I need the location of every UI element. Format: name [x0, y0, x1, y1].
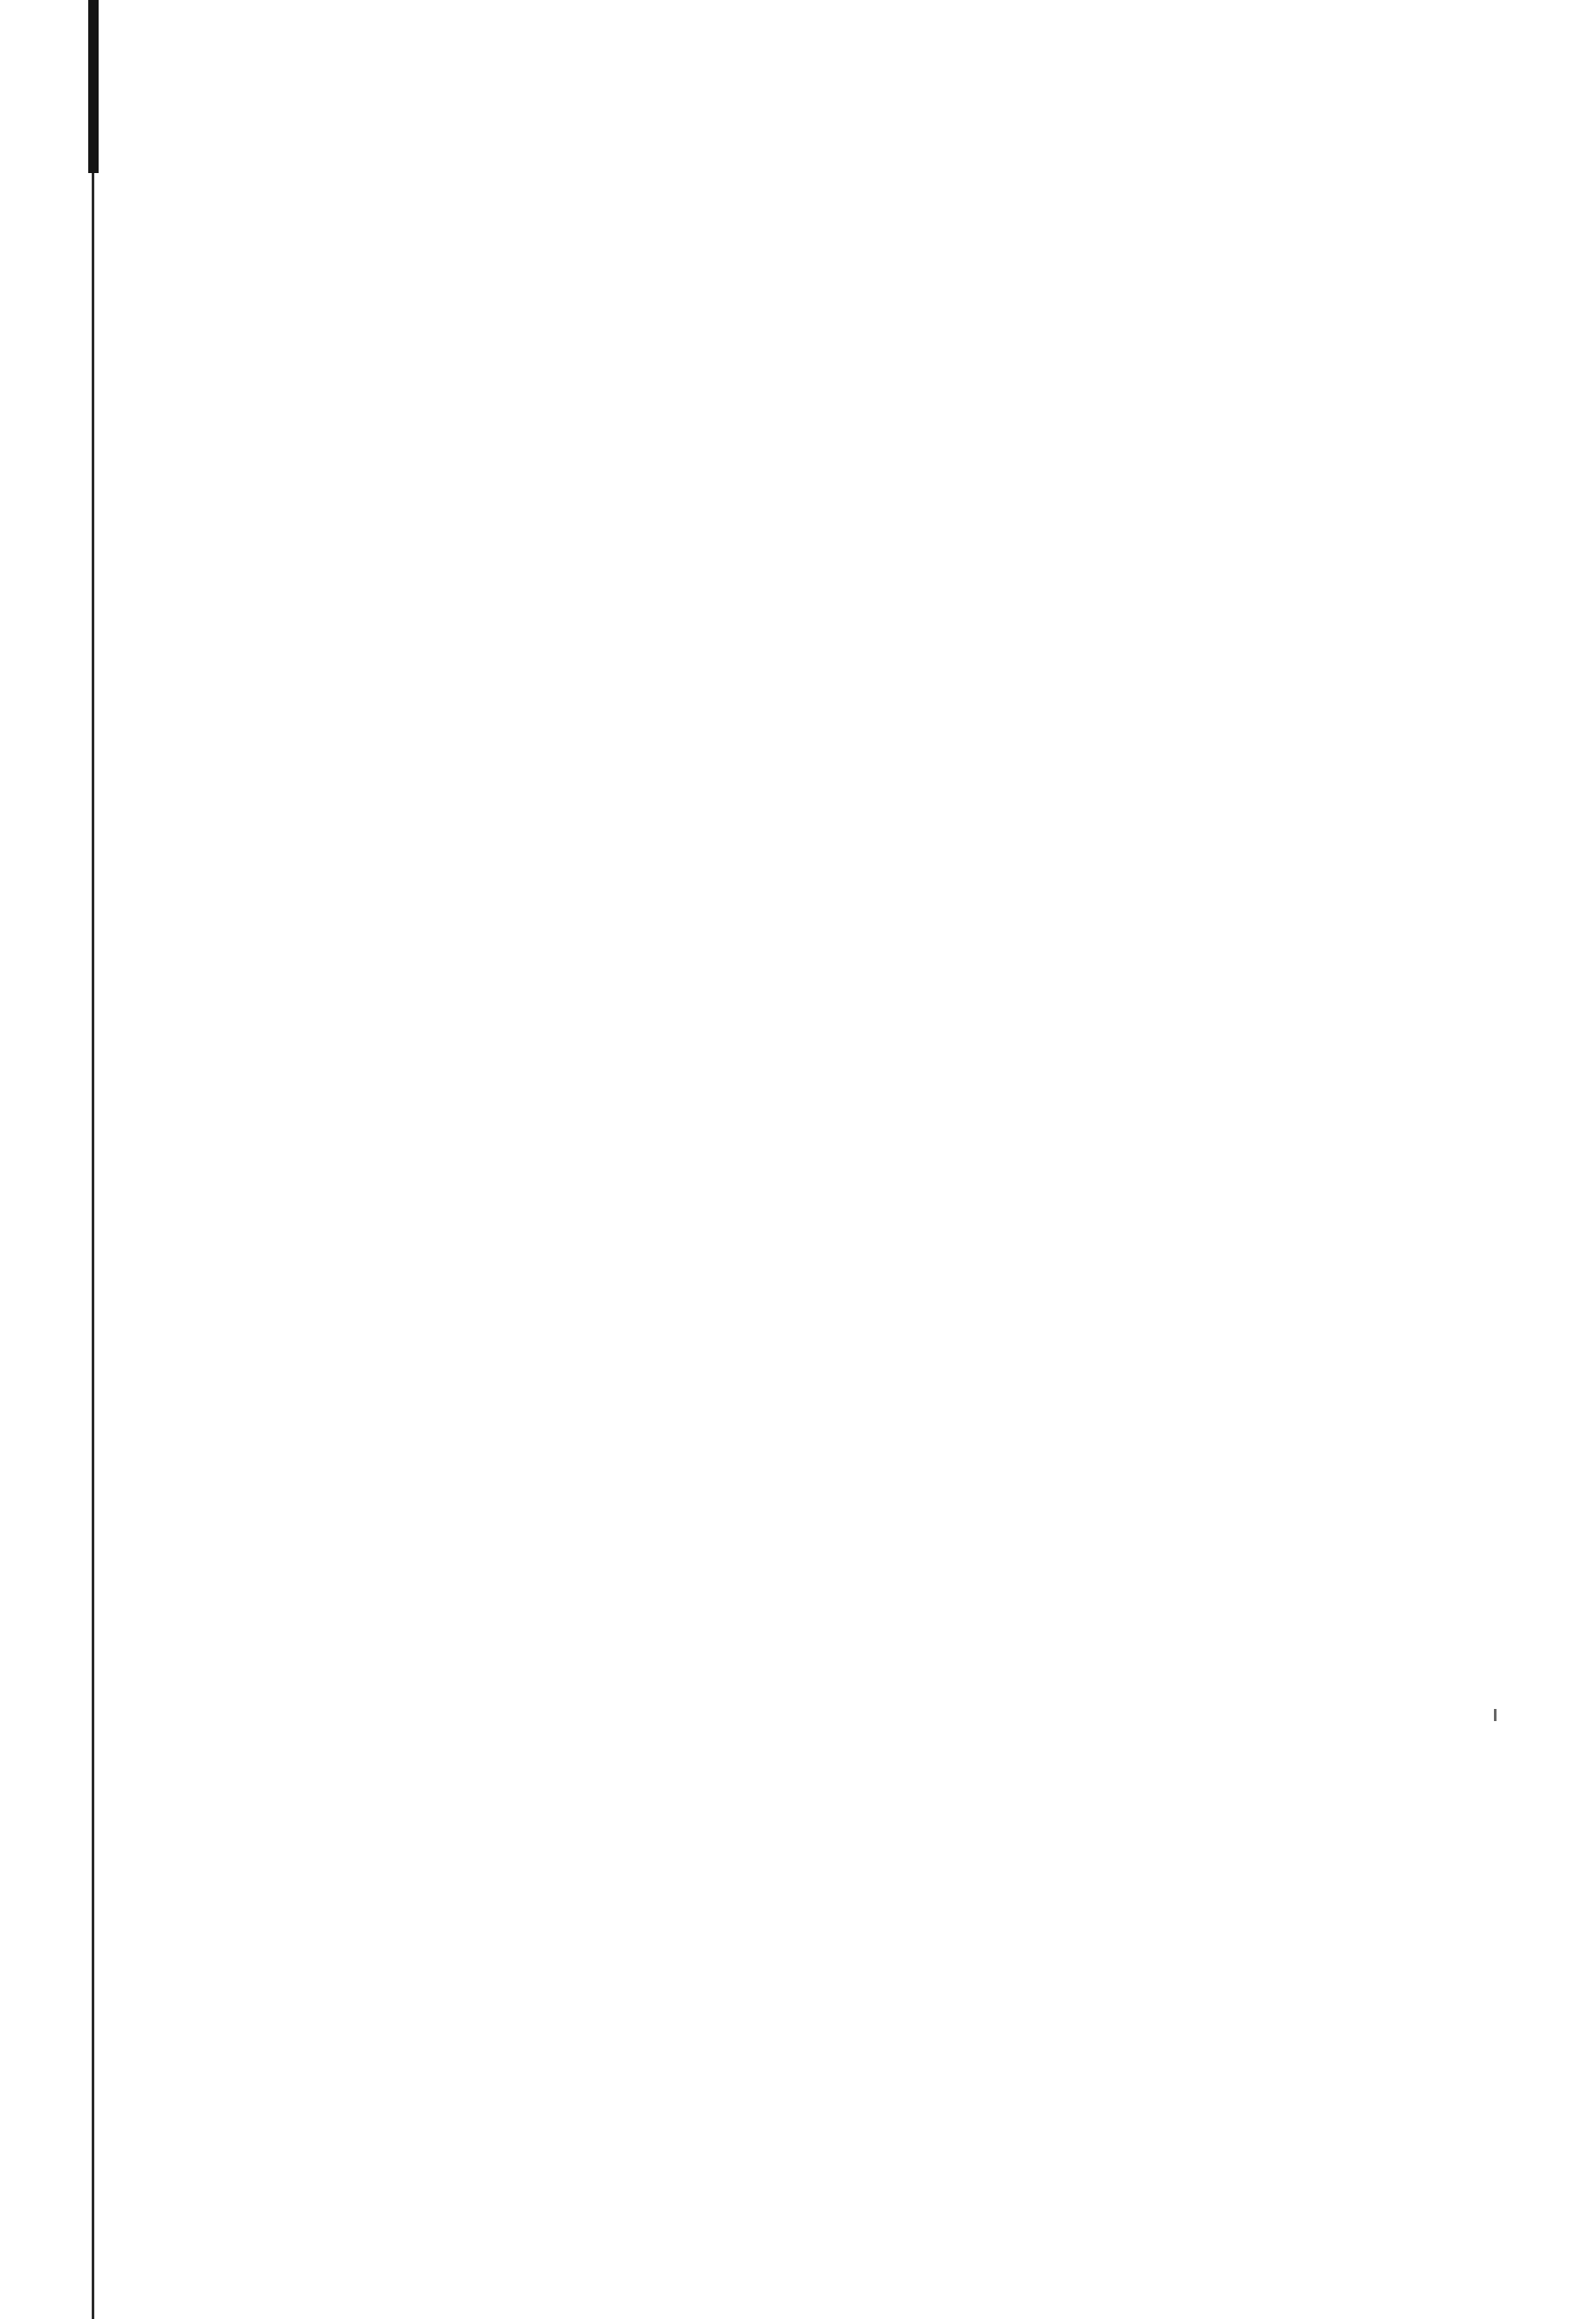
right-column — [767, 121, 1381, 150]
scan-speck — [1494, 1709, 1497, 1721]
right-column-header — [767, 121, 1381, 150]
binding-line — [92, 173, 94, 2319]
binding-edge — [88, 0, 99, 173]
left-column-header — [121, 121, 727, 150]
left-column — [121, 121, 727, 150]
